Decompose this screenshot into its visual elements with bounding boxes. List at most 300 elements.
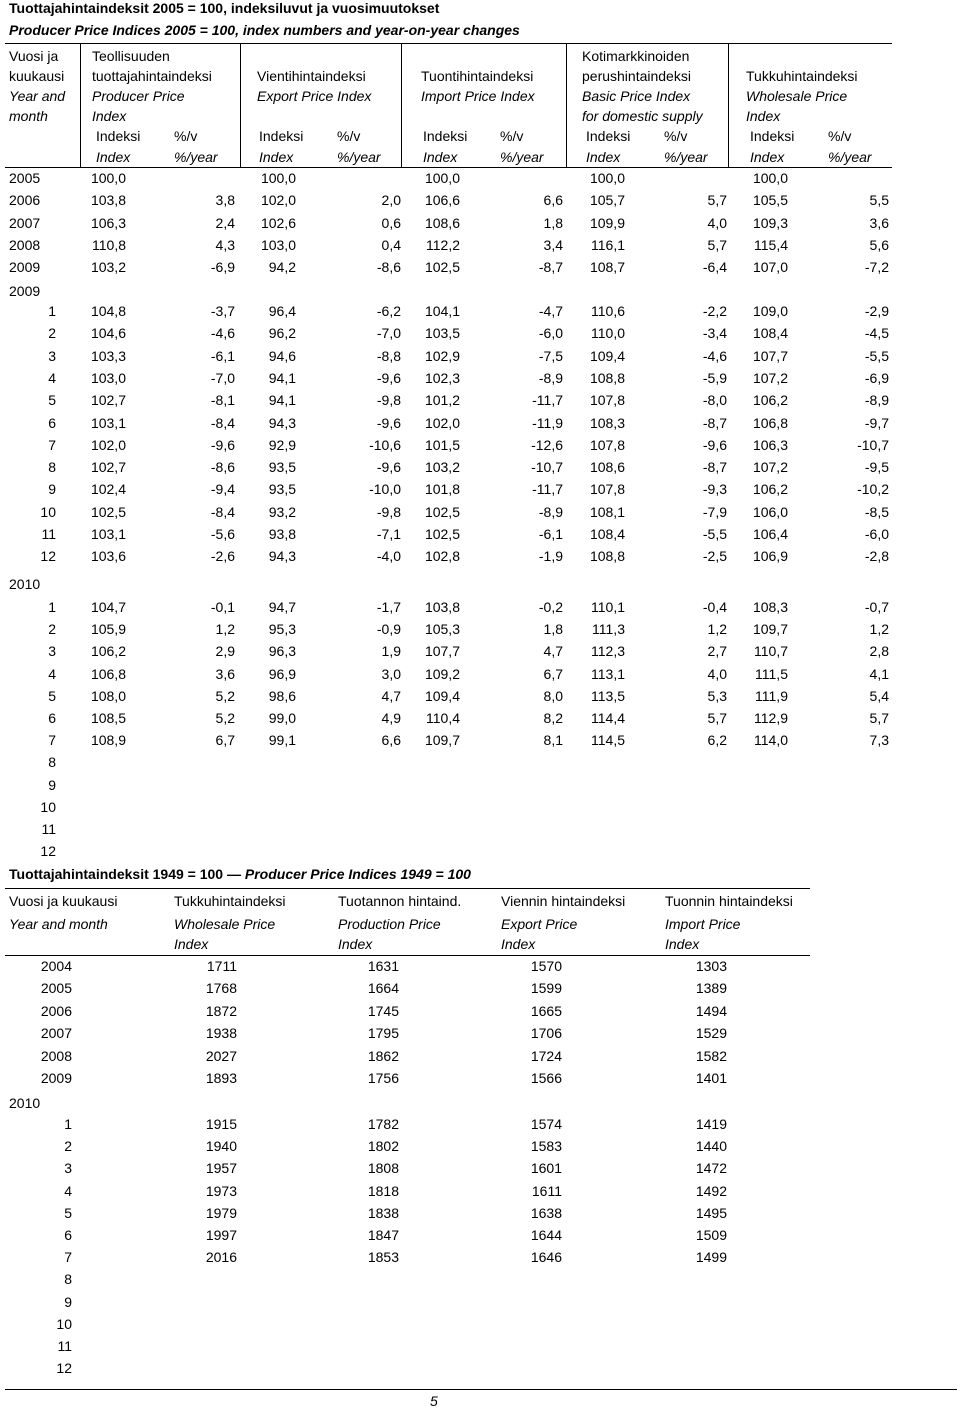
table-cell: -6,2 <box>376 303 401 319</box>
table-cell: -5,5 <box>864 347 889 364</box>
table-cell: 1646 <box>530 1249 562 1266</box>
table-cell: 1802 <box>367 1138 399 1155</box>
table-cell: -12,6 <box>531 436 563 453</box>
row-label: 2009 <box>40 1070 72 1086</box>
table-cell: 98,6 <box>268 687 296 704</box>
table-cell: -4,6 <box>210 325 235 342</box>
table-cell: 1711 <box>206 958 237 974</box>
table-cell: -8,9 <box>538 503 563 520</box>
table-cell: 5,7 <box>707 710 727 726</box>
row-label: 7 <box>48 436 56 453</box>
row-label: 11 <box>57 1338 72 1354</box>
table-cell: 94,3 <box>268 414 296 431</box>
table-cell: -10,2 <box>857 481 889 498</box>
table-cell: 94,3 <box>268 548 296 565</box>
table-cell: 106,0 <box>752 503 788 520</box>
table-cell: -7,0 <box>376 325 401 342</box>
table-cell: -9,6 <box>376 369 401 386</box>
table-cell: 6,6 <box>543 192 563 209</box>
table-cell: -4,7 <box>538 303 563 319</box>
table-cell: 107,8 <box>589 481 625 498</box>
table-cell: 106,2 <box>90 643 126 660</box>
table-cell: 108,4 <box>589 526 625 542</box>
table-cell: -10,0 <box>369 481 401 498</box>
table-cell: 105,9 <box>90 621 126 638</box>
page-bottom-rule <box>5 1389 957 1390</box>
table-cell: 106,9 <box>752 548 788 565</box>
table-cell: 109,4 <box>589 347 625 364</box>
table-cell: 106,4 <box>752 526 788 542</box>
table-row <box>0 456 960 478</box>
table-cell: -11,7 <box>532 481 563 498</box>
table-row <box>0 1335 960 1357</box>
table-cell: 1570 <box>530 958 562 974</box>
table-cell: 1601 <box>530 1160 562 1177</box>
table-row <box>0 345 960 367</box>
table-cell: -2,8 <box>864 548 889 565</box>
row-label: 2 <box>64 1138 72 1155</box>
table-cell: 1440 <box>695 1138 727 1155</box>
row-label: 5 <box>48 392 56 409</box>
table-cell: -4,5 <box>864 325 889 342</box>
row-label: 12 <box>40 548 56 565</box>
table-cell: 102,6 <box>260 214 296 231</box>
table-cell: 95,3 <box>268 621 296 638</box>
table-cell: 1631 <box>367 958 399 974</box>
table-row <box>0 367 960 389</box>
table-row <box>0 1313 960 1335</box>
table-cell: 6,2 <box>707 732 727 749</box>
table-cell: 1,2 <box>707 621 727 638</box>
row-label: 1 <box>48 303 56 319</box>
table-cell: 1419 <box>695 1116 727 1132</box>
table-row <box>0 1067 960 1089</box>
table-cell: -6,0 <box>538 325 563 342</box>
table-cell: -3,4 <box>702 325 727 342</box>
table-cell: 1808 <box>367 1160 399 1177</box>
table-cell: 1509 <box>695 1227 727 1243</box>
table-cell: -3,7 <box>210 303 235 319</box>
table-cell: 1401 <box>695 1070 727 1086</box>
table-cell: 5,2 <box>215 710 235 726</box>
table-cell: 101,8 <box>424 481 460 498</box>
table-cell: 1664 <box>367 980 399 997</box>
table-cell: 100,0 <box>752 170 788 186</box>
table-cell: 112,3 <box>591 643 625 660</box>
table-cell: 1973 <box>205 1182 237 1199</box>
table1-divider <box>80 43 81 167</box>
table-cell: 1,2 <box>215 621 235 638</box>
table-cell: 110,7 <box>754 643 788 660</box>
table-cell: 1706 <box>530 1025 562 1042</box>
table-cell: -6,1 <box>538 526 563 542</box>
table-cell: 1997 <box>205 1227 237 1243</box>
row-label: 6 <box>48 414 56 431</box>
table-cell: -8,9 <box>864 392 889 409</box>
page-number: 5 <box>430 1393 438 1409</box>
table-cell: 106,3 <box>90 214 126 231</box>
row-label: 11 <box>41 821 56 837</box>
table-cell: 8,1 <box>543 732 563 749</box>
table-cell: 103,5 <box>424 325 460 342</box>
table-cell: 8,0 <box>543 687 563 704</box>
row-label: 2007 <box>40 1025 72 1042</box>
table-cell: 5,4 <box>869 687 889 704</box>
table-cell: -0,1 <box>210 599 235 615</box>
table-row <box>0 234 960 256</box>
table-cell: -2,9 <box>864 303 889 319</box>
table-cell: 102,7 <box>90 392 126 409</box>
table-row <box>0 1268 960 1290</box>
table-cell: 104,8 <box>90 303 126 319</box>
table-cell: 110,4 <box>426 710 460 726</box>
table-cell: -8,7 <box>702 414 727 431</box>
table-cell: 115,4 <box>754 236 788 253</box>
table2-year-2010-label: 2010 <box>9 1095 41 1111</box>
table-cell: 106,2 <box>752 392 788 409</box>
table-cell: 108,8 <box>589 548 625 565</box>
table-row <box>0 1224 960 1246</box>
table-cell: 102,0 <box>90 436 126 453</box>
table-cell: 94,1 <box>268 392 296 409</box>
table-cell: 1768 <box>205 980 237 997</box>
table-cell: 106,2 <box>752 481 788 498</box>
table-cell: 2027 <box>205 1047 237 1064</box>
row-label: 11 <box>41 526 56 542</box>
table-cell: 1940 <box>205 1138 237 1155</box>
table-row <box>0 1246 960 1268</box>
row-label: 2007 <box>9 214 41 231</box>
table-cell: -1,9 <box>538 548 563 565</box>
table-row <box>0 818 960 840</box>
row-label: 2008 <box>40 1047 72 1064</box>
table-cell: -11,9 <box>532 414 563 431</box>
table-cell: 1529 <box>695 1025 727 1042</box>
table-cell: 108,8 <box>589 369 625 386</box>
table-cell: 116,1 <box>591 236 625 253</box>
table-cell: 101,2 <box>424 392 460 409</box>
table-row <box>0 840 960 862</box>
table-cell: 2,8 <box>869 643 889 660</box>
table-cell: 1583 <box>530 1138 562 1155</box>
table-cell: 103,1 <box>90 414 126 431</box>
table-cell: 109,7 <box>424 732 460 749</box>
table-row <box>0 1157 960 1179</box>
table-row <box>0 685 960 707</box>
row-label: 3 <box>48 347 56 364</box>
table2-top-rule <box>5 888 810 889</box>
table-cell: 1,8 <box>543 621 563 638</box>
table-cell: -7,5 <box>538 347 563 364</box>
table-cell: 101,5 <box>424 436 460 453</box>
table-row <box>0 751 960 773</box>
table-cell: 6,7 <box>543 665 563 682</box>
table-row <box>0 478 960 500</box>
table-cell: 107,0 <box>752 259 788 276</box>
table-cell: -0,9 <box>376 621 401 638</box>
table-cell: 6,6 <box>381 732 401 749</box>
table-cell: 1494 <box>695 1002 727 1019</box>
table-cell: -9,6 <box>376 414 401 431</box>
table-cell: -8,4 <box>210 414 235 431</box>
table-cell: 108,6 <box>589 459 625 476</box>
table-row <box>0 412 960 434</box>
table-cell: 5,5 <box>869 192 889 209</box>
table-cell: 108,4 <box>752 325 788 342</box>
table-row <box>0 955 960 977</box>
table-cell: -6,4 <box>702 259 727 276</box>
table-cell: 100,0 <box>589 170 625 186</box>
table-row <box>0 663 960 685</box>
table-cell: 108,3 <box>589 414 625 431</box>
row-label: 9 <box>48 776 56 793</box>
table-cell: -7,9 <box>702 503 727 520</box>
table-cell: 1724 <box>530 1047 562 1064</box>
table-cell: -11,7 <box>532 392 563 409</box>
table-cell: 113,5 <box>591 687 625 704</box>
table-cell: 114,5 <box>591 732 625 749</box>
row-label: 1 <box>64 1116 72 1132</box>
row-label: 2005 <box>40 980 72 997</box>
table-cell: 107,8 <box>589 436 625 453</box>
row-label: 2006 <box>9 192 41 209</box>
table-row <box>0 729 960 751</box>
table-cell: 4,1 <box>869 665 889 682</box>
row-label: 2 <box>48 325 56 342</box>
table-cell: 104,6 <box>90 325 126 342</box>
row-label: 2004 <box>40 958 72 974</box>
table-cell: 1574 <box>530 1116 562 1132</box>
table-cell: 5,6 <box>869 236 889 253</box>
table-row <box>0 1202 960 1224</box>
table-cell: 1389 <box>695 980 727 997</box>
table-cell: 94,6 <box>268 347 296 364</box>
table-row <box>0 774 960 796</box>
table-cell: 109,7 <box>752 621 788 638</box>
row-label: 2006 <box>40 1002 72 1019</box>
table-cell: 102,5 <box>424 526 460 542</box>
table-cell: 1495 <box>695 1204 727 1221</box>
table-cell: 1499 <box>695 1249 727 1266</box>
table-cell: 102,0 <box>260 192 296 209</box>
table-cell: -8,5 <box>864 503 889 520</box>
table-cell: 109,0 <box>752 303 788 319</box>
table-cell: 111,5 <box>755 665 788 682</box>
table-cell: 4,7 <box>381 687 401 704</box>
table-row <box>0 977 960 999</box>
table-cell: 112,9 <box>754 710 788 726</box>
table-cell: 5,2 <box>215 687 235 704</box>
table-row <box>0 212 960 234</box>
table-cell: -5,9 <box>702 369 727 386</box>
table-cell: -2,5 <box>702 548 727 565</box>
table-cell: 99,1 <box>268 732 296 749</box>
table-cell: 1,2 <box>869 621 889 638</box>
table-cell: 110,6 <box>591 303 625 319</box>
table-cell: 103,8 <box>424 599 460 615</box>
table-cell: -5,5 <box>702 526 727 542</box>
table-row <box>0 1291 960 1313</box>
table-cell: -6,9 <box>864 369 889 386</box>
table-cell: 102,5 <box>424 259 460 276</box>
table-cell: 2,7 <box>707 643 727 660</box>
table-cell: 109,9 <box>589 214 625 231</box>
row-label: 10 <box>40 798 56 815</box>
table-cell: -9,7 <box>864 414 889 431</box>
table-cell: 104,1 <box>424 303 460 319</box>
row-label: 6 <box>48 710 56 726</box>
table-cell: -0,7 <box>864 599 889 615</box>
row-label: 8 <box>48 459 56 476</box>
table-cell: 0,4 <box>381 236 401 253</box>
table-cell: -9,8 <box>376 503 401 520</box>
table-row <box>0 545 960 567</box>
table-cell: 103,6 <box>90 548 126 565</box>
table-cell: 1782 <box>367 1116 399 1132</box>
table-cell: -8,9 <box>538 369 563 386</box>
table-cell: 3,4 <box>543 236 563 253</box>
table-cell: 6,7 <box>215 732 235 749</box>
table-cell: 1838 <box>367 1204 399 1221</box>
row-label: 8 <box>64 1271 72 1288</box>
table-cell: 1303 <box>695 958 727 974</box>
row-label: 4 <box>48 665 56 682</box>
row-label: 9 <box>64 1293 72 1310</box>
table-cell: 107,8 <box>589 392 625 409</box>
row-label: 2008 <box>9 236 41 253</box>
table-cell: 4,0 <box>707 214 727 231</box>
row-label: 10 <box>56 1315 72 1332</box>
table-cell: 3,6 <box>215 665 235 682</box>
table-cell: -4,6 <box>702 347 727 364</box>
table-cell: -8,6 <box>376 259 401 276</box>
table-cell: 2,0 <box>381 192 401 209</box>
row-label: 8 <box>48 754 56 771</box>
table1-year-2010-label: 2010 <box>9 576 41 592</box>
table-cell: 103,3 <box>90 347 126 364</box>
table-cell: 103,0 <box>90 369 126 386</box>
table-cell: 108,5 <box>90 710 126 726</box>
table-cell: 108,7 <box>589 259 625 276</box>
table-cell: 1665 <box>530 1002 562 1019</box>
table-cell: 1566 <box>530 1070 562 1086</box>
table-cell: -10,7 <box>531 459 563 476</box>
table-row <box>0 618 960 640</box>
table-cell: -5,6 <box>210 526 235 542</box>
table-cell: 100,0 <box>260 170 296 186</box>
table-cell: 1872 <box>205 1002 237 1019</box>
table-cell: 111,9 <box>755 687 788 704</box>
table-cell: 1756 <box>367 1070 399 1086</box>
table-cell: 94,2 <box>268 259 296 276</box>
row-label: 1 <box>48 599 56 615</box>
table-cell: 102,8 <box>424 548 460 565</box>
table-cell: 1957 <box>205 1160 237 1177</box>
table-cell: 104,7 <box>90 599 126 615</box>
row-label: 3 <box>48 643 56 660</box>
table-cell: 106,6 <box>424 192 460 209</box>
table-cell: 92,9 <box>268 436 296 453</box>
table1-divider <box>240 43 241 167</box>
table-cell: 114,4 <box>591 710 625 726</box>
table-cell: 93,2 <box>268 503 296 520</box>
table-cell: -7,0 <box>210 369 235 386</box>
table-cell: 1472 <box>695 1160 727 1177</box>
table-cell: 2016 <box>205 1249 237 1266</box>
table-cell: 8,2 <box>543 710 563 726</box>
table-cell: 94,7 <box>268 599 296 615</box>
table-cell: 5,7 <box>707 236 727 253</box>
table-cell: 108,9 <box>90 732 126 749</box>
table-cell: 103,2 <box>424 459 460 476</box>
table-cell: 108,1 <box>589 503 625 520</box>
page-title: Tuottajahintaindeksit 2005 = 100, indeksiluvut ja vuosimuutokset <box>9 0 440 16</box>
table-cell: 3,0 <box>381 665 401 682</box>
table-cell: 103,8 <box>90 192 126 209</box>
table-cell: 102,7 <box>90 459 126 476</box>
table-cell: 2,9 <box>215 643 235 660</box>
table1-divider <box>401 43 402 167</box>
table-cell: 109,4 <box>424 687 460 704</box>
table-cell: 1847 <box>367 1227 399 1243</box>
table-cell: 0,6 <box>381 214 401 231</box>
table-cell: 105,5 <box>752 192 788 209</box>
table-cell: 1492 <box>695 1182 727 1199</box>
table-row <box>0 796 960 818</box>
table-cell: 96,3 <box>268 643 296 660</box>
table-cell: -9,8 <box>376 392 401 409</box>
table-cell: -6,1 <box>210 347 235 364</box>
row-label: 6 <box>64 1227 72 1243</box>
row-label: 2005 <box>9 170 41 186</box>
table-cell: 1915 <box>205 1116 237 1132</box>
table-cell: 1853 <box>367 1249 399 1266</box>
table-cell: 102,4 <box>90 481 126 498</box>
table-cell: -9,3 <box>702 481 727 498</box>
table-cell: 4,0 <box>707 665 727 682</box>
table-cell: -7,2 <box>864 259 889 276</box>
table-cell: 105,3 <box>424 621 460 638</box>
table-cell: 1818 <box>367 1182 399 1199</box>
table-cell: 7,3 <box>869 732 889 749</box>
table-cell: 96,9 <box>268 665 296 682</box>
table-cell: 103,0 <box>260 236 296 253</box>
table-cell: 1979 <box>205 1204 237 1221</box>
table-cell: 1644 <box>530 1227 562 1243</box>
row-label: 2009 <box>9 259 41 276</box>
row-label: 5 <box>48 687 56 704</box>
table-row <box>0 300 960 322</box>
table-cell: 2,4 <box>215 214 235 231</box>
table-cell: -8,0 <box>702 392 727 409</box>
page-subtitle: Producer Price Indices 2005 = 100, index numbers and year-on-year changes <box>9 22 520 38</box>
table-cell: 107,7 <box>752 347 788 364</box>
table-cell: -9,5 <box>864 459 889 476</box>
table-cell: 93,8 <box>268 526 296 542</box>
table-cell: -7,1 <box>376 526 401 542</box>
table-cell: 107,2 <box>752 369 788 386</box>
table-row <box>0 523 960 545</box>
table1-top-rule <box>5 43 892 44</box>
table-cell: 106,8 <box>752 414 788 431</box>
table-cell: 3,6 <box>869 214 889 231</box>
row-label: 12 <box>40 843 56 860</box>
row-label: 12 <box>56 1360 72 1377</box>
table-row <box>0 1135 960 1157</box>
table-cell: 4,3 <box>215 236 235 253</box>
table-cell: 96,4 <box>268 303 296 319</box>
table-row <box>0 707 960 729</box>
